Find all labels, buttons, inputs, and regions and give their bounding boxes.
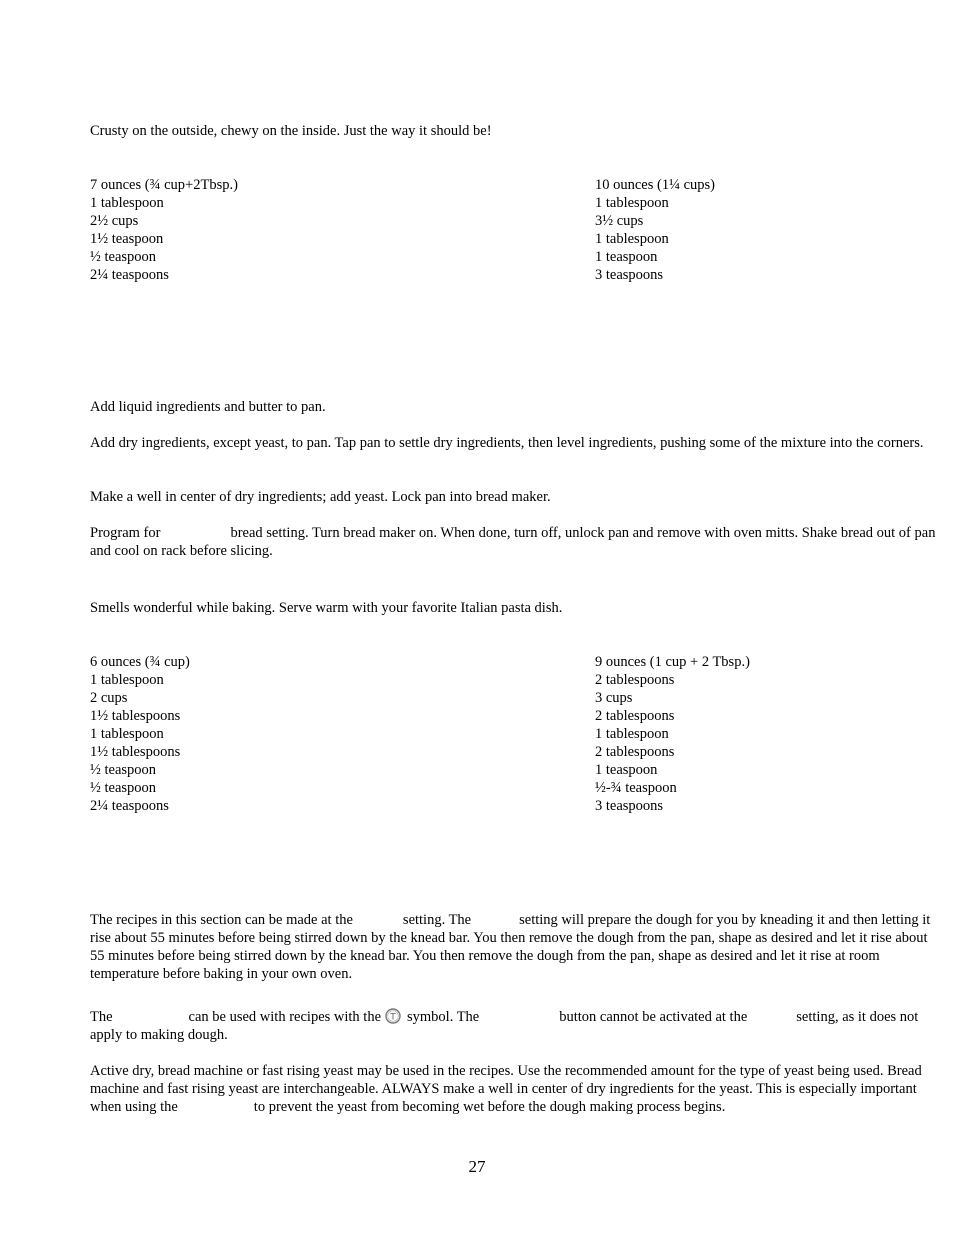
recipe2-left-amounts — [90, 653, 190, 815]
timer-symbol-icon — [385, 1008, 401, 1024]
amount-line: 3 teaspoons — [595, 798, 664, 814]
amount-line: 1½ tablespoons — [90, 744, 181, 760]
amount-line: 1 teaspoon — [595, 762, 658, 778]
amount-line: 1 tablespoon — [90, 672, 164, 688]
dough-p3-text-a: Active dry, bread machine or fast rising yeast may be used in the recipes. Use the recommended amount for the type of yeast being used. Bread machine and fast rising yeast are interchangeable. ALWAYS make a well in center of dry ingredients for the yeast. This is especially important when using the — [90, 1063, 922, 1115]
amount-line: 7 ounces (¾ cup+2Tbsp.) — [90, 177, 238, 193]
recipe1-intro: Crusty on the outside, chewy on the inside. Just the way it should be! — [90, 123, 492, 139]
amount-line: 3½ cups — [595, 213, 644, 229]
dough-p2-text-c: symbol. The — [407, 1009, 480, 1025]
amount-line: 2 tablespoons — [595, 744, 675, 760]
recipe1-step-1: Add liquid ingredients and butter to pan. — [90, 399, 326, 415]
amount-line: 2 tablespoons — [595, 672, 675, 688]
amount-line: 3 cups — [595, 690, 633, 706]
dough-p3-text-b: to prevent the yeast from becoming wet before the dough making process begins. — [253, 1099, 726, 1115]
amount-line: ½ teaspoon — [90, 762, 157, 778]
recipe1-step-2: Add dry ingredients, except yeast, to pan. Tap pan to settle dry ingredients, then level ingredients, pushing some of the mixture into the corners. — [90, 435, 924, 451]
amount-line: 1 tablespoon — [595, 726, 669, 742]
amount-line: ½ teaspoon — [90, 249, 157, 265]
dough-p2-text-d: button cannot be activated at the — [559, 1009, 748, 1025]
dough-p2-text-e: setting, as it does not apply to making dough. — [90, 1009, 919, 1043]
amount-line: ½-¾ teaspoon — [595, 780, 677, 796]
dough-p1-text-a: The recipes in this section can be made at the — [90, 912, 353, 928]
amount-line: 1 tablespoon — [595, 231, 669, 247]
recipe2-right-amounts — [595, 653, 750, 815]
dough-p1-text-b: setting. The — [402, 912, 472, 928]
dough-p1-text-c: setting will prepare the dough for you by kneading it and then letting it rise about 55 minutes before being stirred down by the knead bar. You then remove the dough from the pan, shape as desired and let it rise about 55 minutes before being stirred down by the knead bar. You then remove the dough from the pan, shape as desired and let it rise at room temperature before baking in your own oven. — [90, 912, 931, 982]
page-number: 27 — [468, 1157, 486, 1176]
step4-text-b: bread setting. Turn bread maker on. When done, turn off, unlock pan and remove with oven mitts. Shake bread out of pan and cool on rack before slicing. — [90, 525, 936, 559]
amount-line: 3 teaspoons — [595, 267, 664, 283]
amount-line: 2¼ teaspoons — [90, 267, 169, 283]
amount-line: 2¼ teaspoons — [90, 798, 169, 814]
amount-line: 2 tablespoons — [595, 708, 675, 724]
amount-line: 1 teaspoon — [595, 249, 658, 265]
amount-line: 1 tablespoon — [90, 195, 164, 211]
amount-line: 2½ cups — [90, 213, 139, 229]
recipe2-intro: Smells wonderful while baking. Serve warm with your favorite Italian pasta dish. — [90, 600, 563, 616]
dough-p2-text-b: can be used with recipes with the — [188, 1009, 382, 1025]
recipe1-right-amounts — [595, 176, 715, 284]
recipe1-step-4 — [90, 524, 942, 560]
amount-line: 1½ tablespoons — [90, 708, 181, 724]
dough-paragraph-1 — [90, 911, 942, 983]
amount-line: 1 tablespoon — [595, 195, 669, 211]
step4-text-a: Program for — [90, 525, 161, 541]
dough-paragraph-2 — [90, 1008, 948, 1044]
recipe1-left-amounts — [90, 176, 238, 284]
dough-paragraph-3 — [90, 1062, 942, 1116]
amount-line: 9 ounces (1 cup + 2 Tbsp.) — [595, 654, 750, 670]
svg-text:T: T — [390, 1012, 396, 1023]
amount-line: ½ teaspoon — [90, 780, 157, 796]
amount-line: 10 ounces (1¼ cups) — [595, 177, 716, 193]
dough-p2-text-a: The — [90, 1009, 113, 1025]
amount-line: 1½ teaspoon — [90, 231, 164, 247]
recipe1-step-3: Make a well in center of dry ingredients; add yeast. Lock pan into bread maker. — [90, 489, 551, 505]
amount-line: 2 cups — [90, 690, 128, 706]
amount-line: 1 tablespoon — [90, 726, 164, 742]
amount-line: 6 ounces (¾ cup) — [90, 654, 190, 670]
